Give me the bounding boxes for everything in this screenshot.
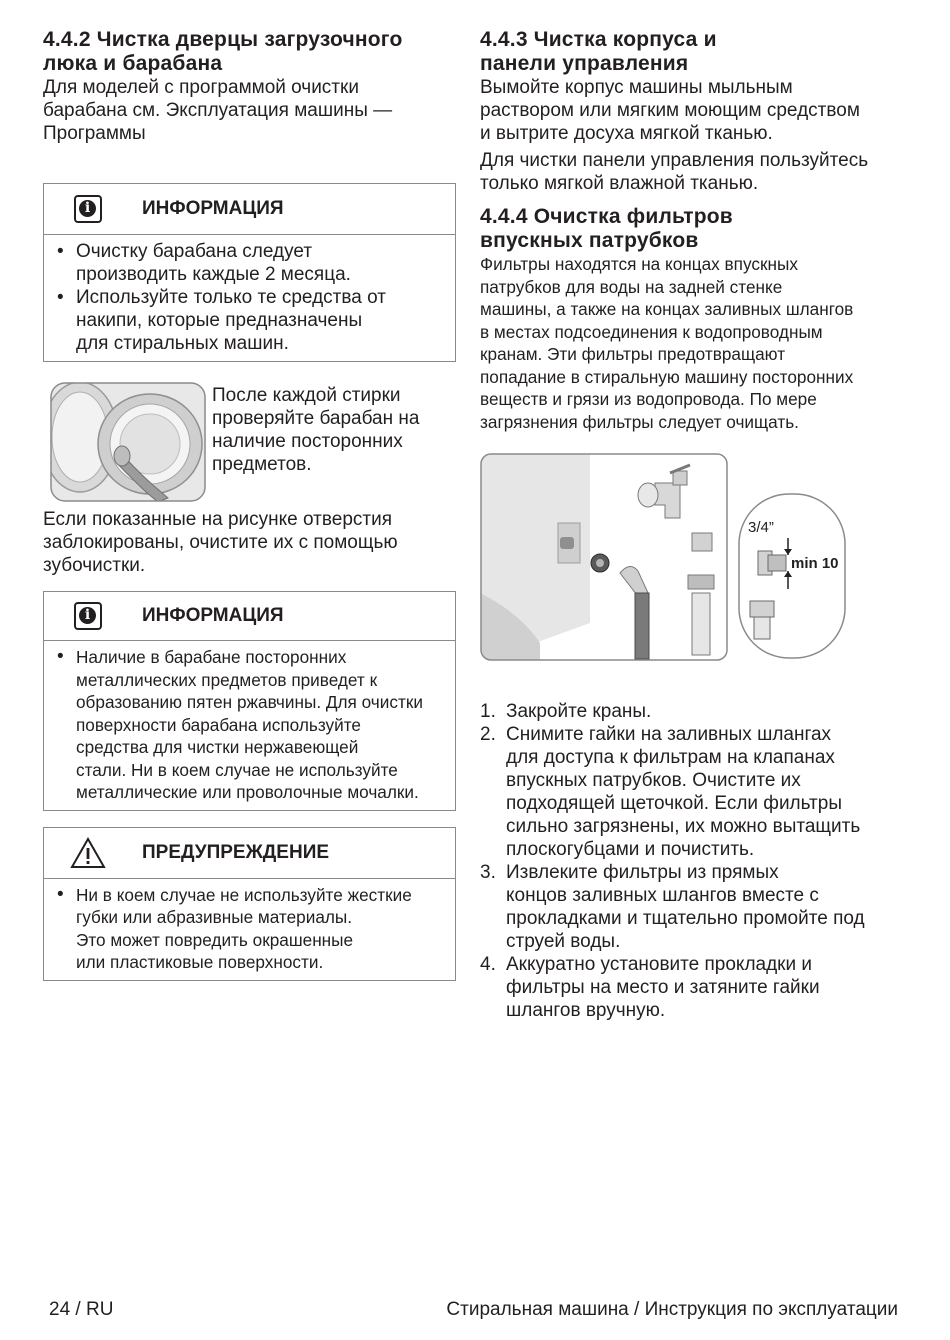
holes-text: Если показанные на рисунке отверстия заблокированы, очистите их с помощью зубочистки. [43,509,398,576]
info-box-2-header [44,592,455,641]
warning-box-title: ПРЕДУПРЕЖДЕНИЕ [142,841,330,863]
info-icon: i [74,602,102,630]
machine-back-illustration [480,453,730,663]
list-item: • Наличие в барабане посторонних металлических предметов приведет к образованию пятен ржавчины. Для очистки поверхности барабана используйте средства для чистки нержавеющей стали. Ни в коем случае не используйте металлические или проволочные мочалки. [57,646,423,802]
warning-box-body [44,879,455,980]
section-442-intro: Для моделей с программой очистки барабана см. Эксплуатация машины — Программы [43,77,393,144]
info-box-1-header [44,184,455,235]
info-box-2-body [44,641,455,810]
list-item: • Очистку барабана следует производить каждые 2 месяца. [57,241,351,285]
section-443-heading: 4.4.3 Чистка корпуса и панели управления [480,28,717,75]
section-444-para: Фильтры находятся на концах впускных патрубков для воды на задней стенке машины, а также на концах заливных шлангов в местах подсоединения к водопроводным кранам. Эти фильтры предотвращают попадание в стиральную машину посторонних веществ и грязи из водопровода. По мере загрязнения фильтры следует очищать. [480,254,854,432]
section-442-heading: 4.4.2 Чистка дверцы загрузочного люка и барабана [43,28,403,75]
info-box-2 [43,591,456,811]
list-item: 4. Аккуратно установите прокладки и фильтры на место и затяните гайки шлангов вручную. [480,954,820,1021]
drum-cleaning-illustration [50,382,206,502]
section-443-para2: Для чистки панели управления пользуйтесь только мягкой влажной тканью. [480,150,869,194]
thread-size-label: 3/4” [748,519,774,536]
right-column [480,28,910,1022]
footer-title: Стиральная машина / Инструкция по эксплуатации [446,1299,898,1320]
list-item: • Используйте только те средства от накипи, которые предназначены для стиральных машин. [57,287,386,354]
warning-box-header [44,828,455,879]
drum-figure-text: После каждой стирки проверяйте барабан на наличие посторонних предметов. [212,385,420,475]
page-number: 24 / RU [49,1299,114,1320]
filter-cleaning-steps [480,700,910,1022]
section-444-heading: 4.4.4 Очистка фильтров впускных патрубков [480,205,733,252]
warning-triangle-icon [70,837,106,869]
info-box-2-title: ИНФОРМАЦИЯ [142,605,284,626]
list-item: • Ни в коем случае не используйте жесткие губки или абразивные материалы. Это может повредить окрашенные или пластиковые поверхности. [57,883,412,972]
list-item: 1. Закройте краны. [480,701,652,722]
info-box-1 [43,183,456,362]
left-column [43,28,456,981]
section-443-para1: Вымойте корпус машины мыльным раствором или мягким моющим средством и вытрите досуха мягкой тканью. [480,77,860,144]
info-box-1-body [44,235,455,361]
list-item: 2. Снимите гайки на заливных шлангах для доступа к фильтрам на клапанах впускных патрубков. Очистите их подходящей щеточкой. Если фильтры сильно загрязнены, их можно вытащить плоскогубцами и почистить. [480,724,861,860]
min-depth-label: min 10 [791,555,839,572]
info-box-1-title: ИНФОРМАЦИЯ [142,198,284,219]
list-item: 3. Извлеките фильтры из прямых концов заливных шлангов вместе с прокладками и тщательно промойте под струей воды. [480,862,865,952]
inlet-filter-figure [480,453,910,673]
drum-figure-block [43,382,456,502]
warning-box [43,827,456,981]
info-icon: i [74,195,102,223]
